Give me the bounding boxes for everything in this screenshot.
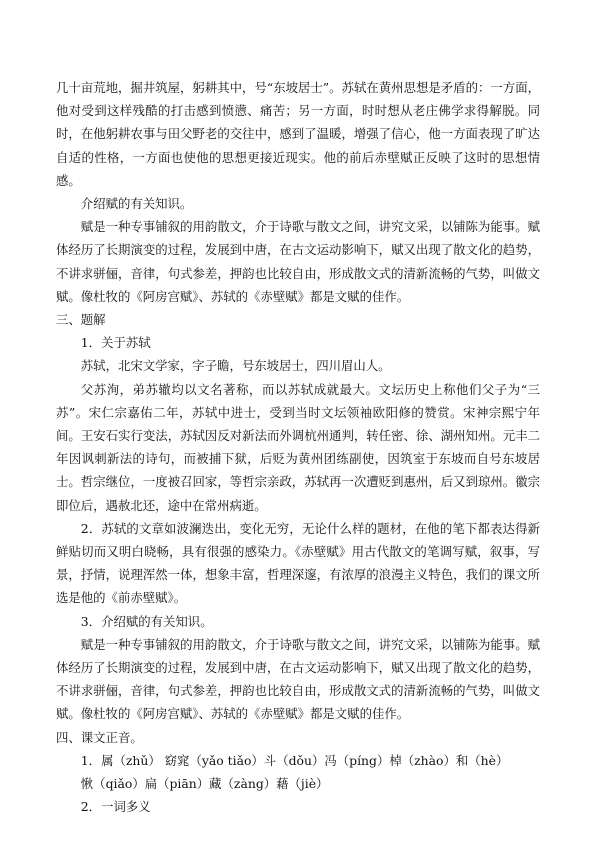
document-body <box>56 76 540 819</box>
section-heading-tijie: 三、题解 <box>56 312 106 328</box>
paragraph-intro-continuation: 几十亩荒地，掘井筑屋，躬耕其中，号“东坡居士”。苏轼在黄州思想是矛盾的：一方面，他对受到这样残酷的打击感到愤懑、痛苦；另一方面，时时想从老庄佛学求得解脱。同时，在他躬耕农事与田父野老的交往中，感到了温暖，增强了信心，他一方面表现了旷达自适的性格，一方面也使他的思想更接近现实。他的前后赤壁赋正反映了这时的思想情感。 <box>56 80 540 188</box>
paragraph-sushi-bio: 苏轼，北宋文学家，字子瞻，号东坡居士，四川眉山人。 <box>80 358 391 374</box>
subheading-polysemy: 2．一词多义 <box>80 799 151 815</box>
pronunciation-line-1: 1．属（zhǔ） 窈窕（yǎo tiǎo）斗（dǒu）冯（píng）棹（zhào）和（hè） <box>80 752 509 768</box>
paragraph-fu-description-repeat: 赋是一种专事铺叙的用韵散文，介于诗歌与散文之间，讲究文采，以铺陈为能事。赋体经历了长期演变的过程，发展到中唐，在古文运动影响下，赋又出现了散文化的趋势，不讲求骈俪，音律，句式参差，押韵也比较自由，形成散文式的清新流畅的气势，叫做文赋。像杜牧的《阿房宫赋》、苏轼的《赤壁赋》都是文赋的佳作。 <box>56 636 540 722</box>
pronunciation-line-2: 愀（qiǎo）扁（piān）藏（zàng）藉（jiè） <box>80 776 329 792</box>
paragraph-fu-intro-label: 介绍赋的有关知识。 <box>80 196 193 212</box>
paragraph-sushi-style: 2．苏轼的文章如波澜迭出，变化无穷，无论什么样的题材，在他的笔下都表达得新鲜贴切而又明白晓畅，具有很强的感染力。《赤壁赋》用古代散文的笔调写赋，叙事，写景，抒情，说理浑然一体，想象丰富，哲理深邃，有浓厚的浪漫主义特色，我们的课文所选是他的《前赤壁赋》。 <box>56 520 540 606</box>
paragraph-fu-description: 赋是一种专事铺叙的用韵散文，介于诗歌与散文之间，讲究文采，以铺陈为能事。赋体经历了长期演变的过程，发展到中唐，在古文运动影响下，赋又出现了散文化的趋势，不讲求骈俪，音律，句式参差，押韵也比较自由，形成散文式的清新流畅的气势，叫做文赋。像杜牧的《阿房宫赋》、苏轼的《赤壁赋》都是文赋的佳作。 <box>56 219 540 304</box>
paragraph-sushi-family: 父苏洵，弟苏辙均以文名著称，而以苏轼成就最大。文坛历史上称他们父子为“三苏”。宋仁宗嘉佑二年，苏轼中进士，受到当时文坛领袖欧阳修的赞赏。宋神宗熙宁年间。王安石实行变法，苏轼因反对新法而外调杭州通判，转任密、徐、湖州知州。元丰二年因讽刺新法的诗句，而被捕下狱，后贬为黄州团练副使，因筑室于东坡而自号东坡居士。哲宗继位，一度被召回家，等哲宗亲政，苏轼再一次遭贬到惠州，后又到琼州。徽宗即位后，遇赦北还，途中在常州病逝。 <box>56 381 540 513</box>
subheading-about-sushi: 1．关于苏轼 <box>80 335 151 351</box>
section-heading-pronunciation: 四、课文正音。 <box>56 729 143 745</box>
subheading-fu-knowledge: 3．介绍赋的有关知识。 <box>80 613 213 629</box>
